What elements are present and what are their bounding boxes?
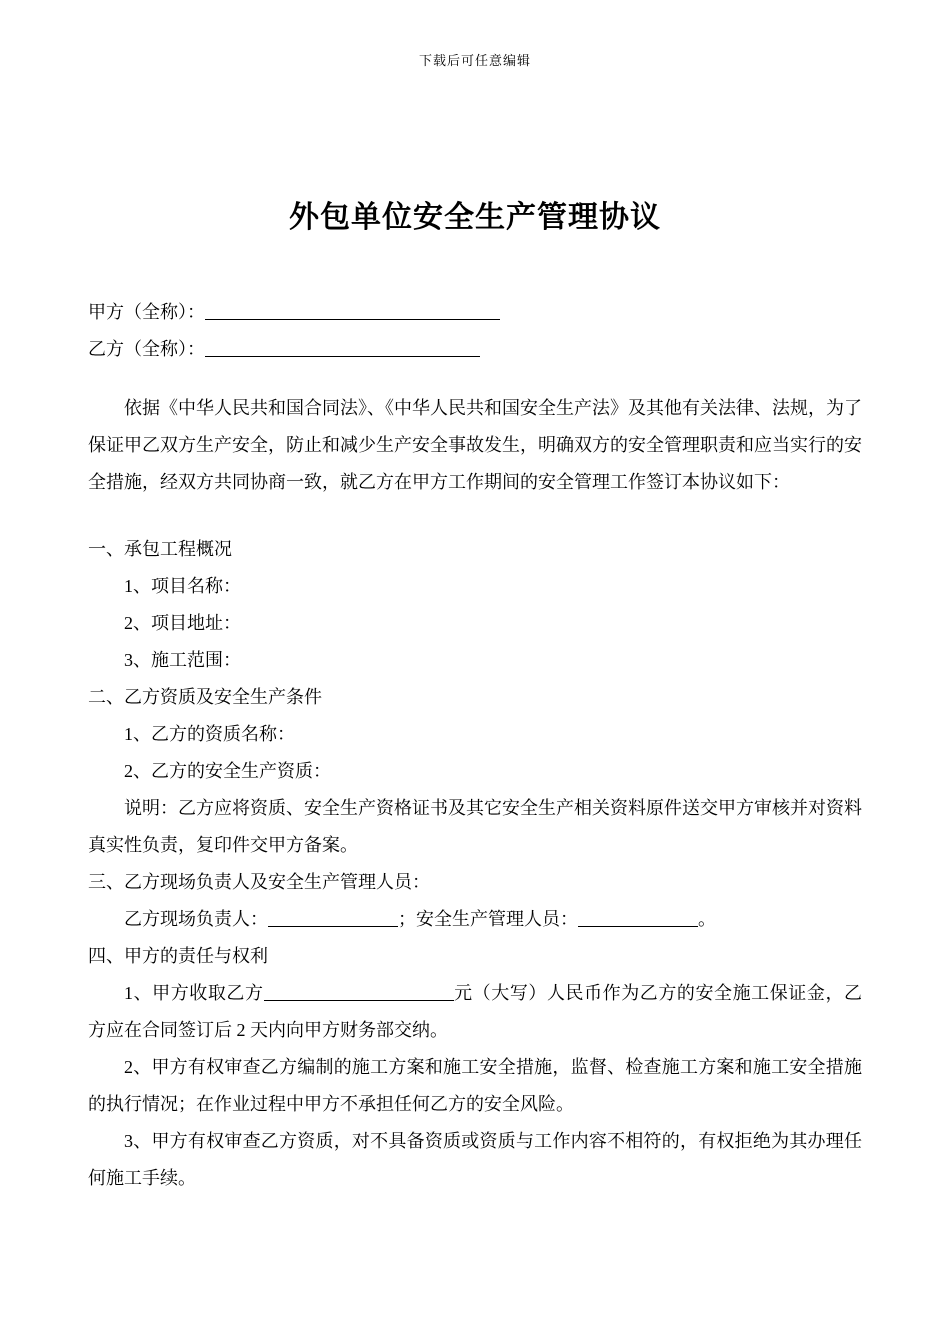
text-run: 乙方现场负责人： <box>124 909 268 929</box>
text-run: 依据《中华人民共和国合同法》、《中华人民共和国安全生产法》及其他有关法律、法规，为了保证甲乙双方生产安全，防止和减少生产安全事故发生，明确双方的安全管理职责和应当实行的安全措施，经双方共同协商一致，就乙方在甲方工作期间的安全管理工作签订本协议如下： <box>88 398 862 492</box>
text-run: 三、乙方现场负责人及安全生产管理人员： <box>88 872 430 892</box>
text-run: 甲方（全称）： <box>88 302 205 322</box>
blank-underline[interactable] <box>268 908 398 927</box>
blank-underline[interactable] <box>578 908 698 927</box>
text-run: 。 <box>698 909 716 929</box>
text-run: 3、施工范围： <box>124 650 241 670</box>
text-run: 2、乙方的安全生产资质： <box>124 761 331 781</box>
blank-underline[interactable] <box>264 982 454 1001</box>
text-run: 四、甲方的责任与权利 <box>88 946 268 966</box>
text-run: 乙方（全称）： <box>88 339 205 359</box>
text-run: 说明：乙方应将资质、安全生产资格证书及其它安全生产相关资料原件送交甲方审核并对资料真实性负责，复印件交甲方备案。 <box>88 798 862 855</box>
party-b-line <box>88 331 862 368</box>
blank-underline[interactable] <box>205 301 500 320</box>
text-run: 2、项目地址： <box>124 613 241 633</box>
section-1-heading <box>88 531 862 568</box>
download-edit-note: 下载后可任意编辑 <box>418 53 531 68</box>
section-1-item-1 <box>88 568 862 605</box>
party-a-line <box>88 294 862 331</box>
section-2-heading <box>88 679 862 716</box>
section-4-item-2 <box>88 1049 862 1123</box>
text-run: 1、甲方收取乙方 <box>124 983 264 1003</box>
text-run: 一、承包工程概况 <box>88 539 232 559</box>
section-1-item-3 <box>88 642 862 679</box>
section-1-item-2 <box>88 605 862 642</box>
section-4-item-1 <box>88 975 862 1049</box>
text-run: 元（大写）人民币作为乙方的安全施工保证金，乙方应在合同签订后 2 天内向甲方财务部交纳。 <box>88 983 863 1040</box>
section-4-item-3 <box>88 1123 862 1197</box>
text-run: 1、乙方的资质名称： <box>124 724 295 744</box>
text-run: ；安全生产管理人员： <box>398 909 578 929</box>
section-2-item-2 <box>88 753 862 790</box>
text-run: 3、甲方有权审查乙方资质，对不具备资质或资质与工作内容不相符的，有权拒绝为其办理任何施工手续。 <box>88 1131 862 1188</box>
section-3-line <box>88 901 862 938</box>
section-4-heading <box>88 938 862 975</box>
text-run: 二、乙方资质及安全生产条件 <box>88 687 322 707</box>
section-2-item-1 <box>88 716 862 753</box>
document-body <box>88 294 862 1197</box>
section-3-heading <box>88 864 862 901</box>
blank-underline[interactable] <box>205 338 480 357</box>
text-run: 2、甲方有权审查乙方编制的施工方案和施工安全措施，监督、检查施工方案和施工安全措施的执行情况；在作业过程中甲方不承担任何乙方的安全风险。 <box>88 1057 862 1114</box>
document-title: 外包单位安全生产管理协议 <box>289 201 661 234</box>
section-2-note <box>88 790 862 864</box>
intro-paragraph <box>88 390 862 501</box>
text-run: 1、项目名称： <box>124 576 241 596</box>
